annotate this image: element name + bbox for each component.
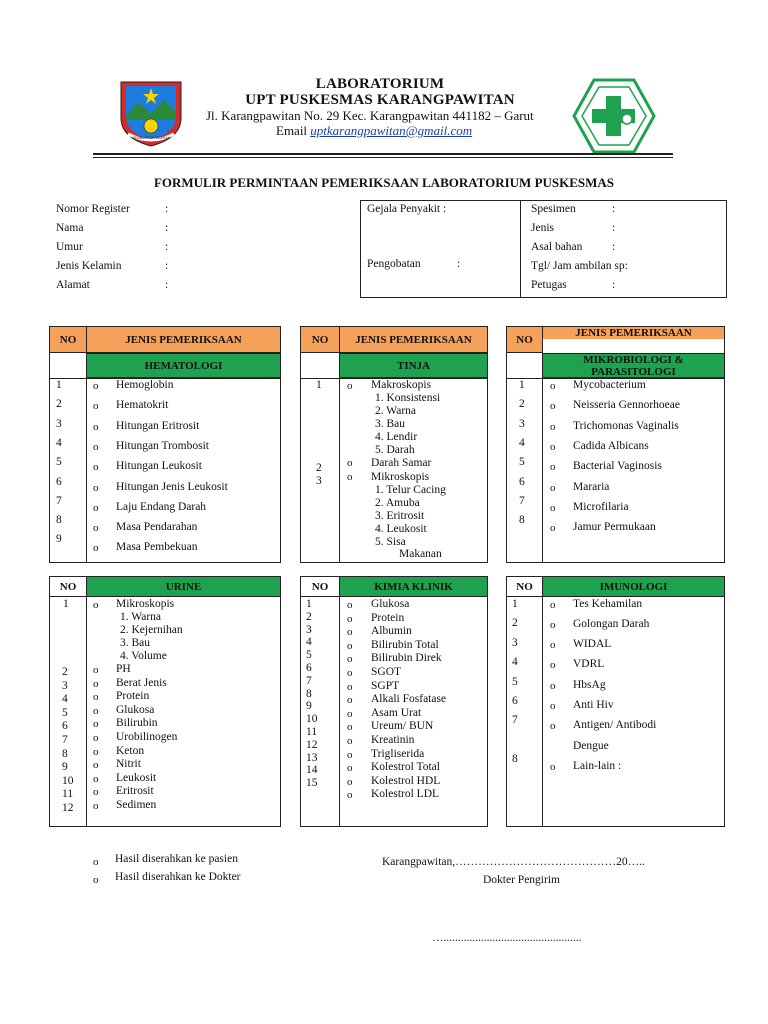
mikrobiologi-no: 8 — [519, 514, 525, 527]
hematologi-no: 5 — [56, 456, 62, 469]
col-divider — [542, 596, 543, 827]
hematologi-title: HEMATOLOGI — [86, 353, 281, 378]
col-border — [300, 353, 301, 378]
kimia-item: Kolestrol HDL — [371, 774, 441, 787]
header-divider-thin — [93, 157, 673, 158]
urine-sub: 3. Bau — [120, 637, 151, 649]
tinja-mikro-sub: 3. Eritrosit — [375, 510, 425, 522]
checkbox-bullet[interactable]: o — [347, 694, 353, 707]
checkbox-bullet[interactable]: o — [93, 501, 99, 514]
mikrobiologi-item: Neisseria Gennorhoeae — [573, 399, 680, 412]
kimia-no: 1 — [306, 598, 312, 610]
tinja-makroskopis: Makroskopis — [371, 379, 432, 391]
header-line2: UPT PUSKESMAS KARANGPAWITAN — [245, 92, 515, 108]
imunologi-item: VDRL — [573, 658, 605, 670]
imunologi-no: 1 — [512, 598, 518, 610]
tinja-makro-sub: 5. Darah — [375, 444, 415, 456]
hematologi-item: Hemoglobin — [116, 379, 174, 391]
tinja-mikroskopis: Mikroskopis — [371, 471, 430, 483]
petugas-label: Petugas — [531, 279, 567, 291]
header-gap — [542, 339, 725, 353]
colon: : — [612, 279, 616, 291]
imunologi-item: Anti Hiv — [573, 699, 614, 711]
mikrobiologi-no: 1 — [519, 379, 525, 391]
kimia-item: Bilirubin Direk — [371, 652, 442, 665]
col-no-header: NO — [506, 576, 543, 597]
checkbox-bullet[interactable]: o — [347, 380, 353, 392]
tinja-no-1: 1 — [316, 379, 322, 391]
mikrobiologi-no: 5 — [519, 456, 525, 469]
kimia-item: SGOT — [371, 666, 402, 678]
checkbox-bullet[interactable]: o — [347, 721, 353, 734]
imunologi-no: 6 — [512, 695, 518, 707]
checkbox-bullet[interactable]: o — [550, 461, 556, 474]
imunologi-item: Lain-lain : — [573, 760, 622, 772]
colon: : — [165, 241, 169, 253]
col-divider — [542, 353, 543, 563]
kimia-no: 2 — [306, 610, 312, 623]
header-divider — [93, 153, 673, 155]
checkbox-bullet[interactable]: o — [93, 691, 99, 704]
jenis-label: Jenis — [531, 222, 554, 234]
kimia-item: SGPT — [371, 679, 400, 692]
hematologi-item: Hematokrit — [116, 399, 169, 412]
tinja-makro-sub: 2. Warna — [375, 405, 417, 417]
checkbox-bullet[interactable]: o — [550, 680, 556, 692]
kimia-no: 4 — [306, 636, 312, 649]
col-no-header: NO — [300, 326, 340, 353]
col-border — [49, 353, 50, 378]
urine-item: Urobilinogen — [116, 731, 178, 743]
kimia-no: 15 — [306, 777, 318, 790]
checkbox-bullet[interactable]: o — [347, 789, 353, 802]
option-hasil-pasien: Hasil diserahkan ke pasien — [115, 853, 238, 865]
colon: : — [165, 279, 169, 291]
kimia-no: 7 — [306, 674, 312, 687]
checkbox-bullet[interactable]: o — [347, 680, 353, 693]
hematologi-item: Laju Endang Darah — [116, 500, 207, 513]
urine-no: 7 — [62, 734, 68, 746]
checkbox-bullet[interactable]: o — [93, 522, 99, 535]
checkbox-bullet[interactable]: o — [550, 761, 556, 773]
tinja-title: TINJA — [339, 353, 488, 378]
tinja-makro-sub: 4. Lendir — [375, 431, 418, 443]
urine-no: 12 — [62, 802, 74, 814]
header-address: Jl. Karangpawitan No. 29 Kec. Karangpawitan 441182 – Garut — [206, 108, 534, 123]
imunologi-title: IMUNOLOGI — [542, 576, 725, 597]
tinja-makanan: Makanan — [399, 548, 442, 560]
urine-item: Sedimen — [116, 799, 157, 811]
checkbox-bullet[interactable]: o — [550, 380, 556, 392]
checkbox-bullet[interactable]: o — [93, 599, 99, 611]
col-divider — [339, 596, 340, 827]
colon: : — [457, 258, 461, 270]
col-jenis-header: JENIS PEMERIKSAAN — [542, 326, 725, 340]
kimia-no: 11 — [306, 726, 318, 738]
checkbox-bullet[interactable]: o — [347, 667, 353, 679]
tinja-no-3: 3 — [316, 475, 322, 487]
urine-no: 4 — [62, 693, 68, 706]
hematologi-item: Hitungan Trombosit — [116, 439, 209, 452]
imunologi-item: HbsAg — [573, 679, 606, 691]
checkbox-bullet[interactable]: o — [93, 874, 99, 886]
mikrobiologi-no: 2 — [519, 398, 525, 411]
checkbox-bullet[interactable]: o — [550, 481, 556, 494]
mikrobiologi-no: 6 — [519, 475, 525, 488]
urine-no: 2 — [62, 666, 68, 678]
checkbox-bullet[interactable]: o — [347, 639, 353, 652]
mikrobiologi-item: Bacterial Vaginosis — [573, 460, 662, 473]
kimia-item: Ureum/ BUN — [371, 720, 434, 733]
imunologi-no: 4 — [512, 656, 518, 668]
checkbox-bullet[interactable]: o — [347, 735, 353, 747]
kimia-no: 5 — [306, 649, 312, 662]
imunologi-no: 2 — [512, 617, 518, 629]
kimia-item: Kreatinin — [371, 734, 415, 746]
urine-item: Protein — [116, 690, 150, 703]
checkbox-bullet[interactable]: o — [347, 626, 353, 639]
checkbox-bullet[interactable]: o — [93, 400, 99, 413]
urine-item: Leukosit — [116, 771, 157, 784]
urine-sub: 4. Volume — [120, 650, 167, 662]
checkbox-bullet[interactable]: o — [93, 380, 99, 392]
district-logo — [118, 76, 184, 148]
col-divider — [339, 353, 340, 563]
checkbox-bullet[interactable]: o — [93, 704, 99, 717]
checkbox-bullet[interactable]: o — [550, 599, 556, 611]
hematologi-no: 1 — [56, 379, 62, 391]
option-hasil-dokter: Hasil diserahkan ke Dokter — [115, 871, 241, 883]
mikrobiologi-item: Microfilaria — [573, 500, 629, 513]
urine-item: Berat Jenis — [116, 676, 167, 689]
kimia-item: Kolestrol Total — [371, 761, 440, 774]
header-email-row — [276, 123, 472, 139]
imunologi-item: Tes Kehamilan — [573, 598, 643, 610]
kimia-no: 14 — [306, 764, 318, 777]
checkbox-bullet[interactable]: o — [550, 619, 556, 631]
checkbox-bullet[interactable]: o — [93, 677, 99, 690]
box-divider — [520, 200, 521, 298]
checkbox-bullet[interactable]: o — [347, 707, 353, 720]
kimia-no: 3 — [306, 623, 312, 636]
header-line1: LABORATORIUM — [315, 76, 445, 92]
field-alamat: Alamat — [56, 279, 90, 291]
checkbox-bullet[interactable]: o — [550, 420, 556, 433]
colon: : — [165, 222, 169, 234]
imunologi-no: 5 — [512, 676, 518, 688]
hematologi-item: Masa Pendarahan — [116, 521, 198, 534]
kimia-item: Asam Urat — [371, 706, 422, 719]
urine-no: 9 — [62, 761, 68, 774]
checkbox-bullet[interactable]: o — [93, 856, 99, 868]
kimia-no: 13 — [306, 751, 318, 764]
kimia-item: Albumin — [371, 625, 412, 638]
col-no-header: NO — [49, 326, 87, 353]
urine-no: 8 — [62, 747, 68, 760]
field-umur: Umur — [56, 241, 83, 253]
imunologi-item: Dengue — [573, 740, 609, 752]
spesimen-label: Spesimen — [531, 203, 576, 215]
checkbox-bullet[interactable]: o — [93, 542, 99, 555]
tinja-no-2: 2 — [316, 462, 322, 474]
colon: : — [165, 260, 169, 272]
hematologi-no: 2 — [56, 398, 62, 411]
hematologi-item: Hitungan Eritrosit — [116, 419, 200, 432]
urine-no: 3 — [62, 679, 68, 692]
tgl-jam-label: Tgl/ Jam ambilan sp: — [531, 260, 628, 272]
col-no-header: NO — [506, 326, 543, 353]
checkbox-bullet[interactable]: o — [550, 501, 556, 514]
dokter-pengirim: Dokter Pengirim — [483, 874, 560, 886]
kimia-item: Bilirubin Total — [371, 638, 439, 651]
kimia-item: Alkali Fosfatase — [371, 693, 447, 706]
kimia-item: Glukosa — [371, 598, 410, 610]
checkbox-bullet[interactable]: o — [93, 718, 99, 731]
kimia-no: 8 — [306, 687, 312, 700]
imunologi-item: WIDAL — [573, 638, 612, 650]
checkbox-bullet[interactable]: o — [93, 420, 99, 433]
col-jenis-header: JENIS PEMERIKSAAN — [339, 326, 488, 353]
colon: : — [612, 241, 616, 253]
mikrobiologi-no: 7 — [519, 494, 525, 507]
hematologi-item: Hitungan Jenis Leukosit — [116, 480, 228, 493]
checkbox-bullet[interactable]: o — [550, 440, 556, 453]
urine-no: 6 — [62, 720, 68, 733]
hematologi-no: 7 — [56, 494, 62, 507]
checkbox-bullet[interactable]: o — [347, 762, 353, 775]
email-label: Email — [276, 123, 308, 138]
checkbox-bullet[interactable]: o — [93, 772, 99, 785]
urine-no: 5 — [62, 706, 68, 719]
signature-line: …................................................ — [432, 932, 582, 944]
urine-item: Bilirubin — [116, 717, 158, 730]
hematologi-no: 8 — [56, 514, 62, 527]
mikrobiologi-no: 4 — [519, 436, 525, 449]
urine-item: PH — [116, 663, 131, 675]
kimia-title: KIMIA KLINIK — [339, 576, 488, 597]
urine-mikroskopis: Mikroskopis — [116, 598, 175, 610]
colon: : — [612, 222, 616, 234]
checkbox-bullet[interactable]: o — [347, 599, 353, 611]
tinja-mikro-sub: 5. Sisa — [375, 536, 406, 548]
gejala-penyakit-label: Gejala Penyakit : — [367, 203, 447, 215]
svg-text:MEMBANGUN DAERAH: MEMBANGUN DAERAH — [131, 136, 171, 140]
urine-item: Keton — [116, 744, 145, 757]
tinja-makro-sub: 1. Konsistensi — [375, 392, 441, 404]
checkbox-bullet[interactable]: o — [93, 745, 99, 758]
urine-item: Eritrosit — [116, 785, 154, 798]
checkbox-bullet[interactable]: o — [93, 440, 99, 453]
checkbox-bullet[interactable]: o — [347, 775, 353, 788]
checkbox-bullet[interactable]: o — [347, 653, 353, 666]
col-divider — [86, 353, 87, 563]
col-border — [506, 353, 507, 378]
hematologi-no: 4 — [56, 436, 62, 449]
imunologi-item: Golongan Darah — [573, 618, 650, 630]
kimia-no: 10 — [306, 713, 318, 726]
urine-no: 11 — [62, 788, 74, 801]
puskesmas-logo — [572, 78, 656, 154]
form-title: FORMULIR PERMINTAAN PEMERIKSAAN LABORATORIUM PUSKESMAS — [153, 175, 615, 190]
kimia-item: Trigliserida — [371, 747, 425, 760]
checkbox-bullet[interactable]: o — [93, 461, 99, 474]
col-jenis-header: JENIS PEMERIKSAAN — [86, 326, 281, 353]
checkbox-bullet[interactable]: o — [347, 612, 353, 625]
hematologi-item: Hitungan Leukosit — [116, 460, 202, 473]
checkbox-bullet[interactable]: o — [93, 786, 99, 799]
colon: : — [612, 203, 616, 215]
hematologi-no: 3 — [56, 417, 62, 430]
mikrobiologi-item: Jamur Permukaan — [573, 521, 656, 534]
kimia-no: 12 — [306, 738, 318, 751]
checkbox-bullet[interactable]: o — [550, 720, 556, 732]
urine-item: Nitrit — [116, 758, 141, 771]
kimia-item: Kolestrol LDL — [371, 788, 440, 801]
checkbox-bullet[interactable]: o — [550, 639, 556, 651]
checkbox-bullet[interactable]: o — [550, 700, 556, 712]
checkbox-bullet[interactable]: o — [93, 759, 99, 772]
urine-no: 10 — [62, 774, 74, 787]
place-date: Karangpawitan,……………………………………20….. — [382, 856, 645, 868]
col-divider — [86, 596, 87, 827]
urine-sub: 2. Kejernihan — [120, 624, 183, 636]
imunologi-item: Antigen/ Antibodi — [573, 719, 657, 731]
colon: : — [165, 203, 169, 215]
mikrobiologi-item: Cadida Albicans — [573, 439, 649, 452]
imunologi-no: 3 — [512, 637, 518, 649]
urine-title: URINE — [86, 576, 281, 597]
urine-no: 1 — [63, 598, 69, 610]
kimia-no: 6 — [306, 662, 312, 674]
checkbox-bullet[interactable]: o — [93, 664, 99, 676]
mikrobiologi-title: MIKROBIOLOGI & PARASITOLOGI — [542, 353, 725, 378]
kimia-item: Protein — [371, 611, 405, 624]
checkbox-bullet[interactable]: o — [347, 457, 353, 469]
kimia-no: 9 — [306, 700, 312, 713]
imunologi-body — [506, 596, 725, 827]
checkbox-bullet[interactable]: o — [347, 748, 353, 761]
mikrobiologi-item: Mararia — [573, 480, 610, 493]
asal-bahan-label: Asal bahan — [531, 241, 583, 253]
imunologi-no: 8 — [512, 753, 518, 765]
field-jenis-kelamin: Jenis Kelamin — [56, 260, 122, 272]
col-no-header: NO — [49, 576, 87, 597]
tinja-darah-samar: Darah Samar — [371, 457, 432, 469]
checkbox-bullet[interactable]: o — [550, 522, 556, 535]
tinja-mikro-sub: 4. Leukosit — [375, 523, 427, 535]
mikrobiologi-item: Mycobacterium — [573, 379, 646, 391]
urine-sub: 1. Warna — [120, 611, 162, 623]
tinja-makro-sub: 3. Bau — [375, 418, 406, 430]
field-nama: Nama — [56, 222, 84, 234]
col-no-header: NO — [300, 576, 340, 597]
email-link[interactable]: uptkarangpawitan@gmail.com — [310, 123, 473, 138]
checkbox-bullet[interactable]: o — [93, 800, 99, 812]
checkbox-bullet[interactable]: o — [550, 400, 556, 413]
checkbox-bullet[interactable]: o — [347, 471, 353, 483]
checkbox-bullet[interactable]: o — [93, 481, 99, 494]
mikrobiologi-item: Trichomonas Vaginalis — [573, 419, 679, 432]
checkbox-bullet[interactable]: o — [93, 732, 99, 744]
urine-item: Glukosa — [116, 703, 155, 716]
hematologi-no: 6 — [56, 475, 62, 488]
tinja-mikro-sub: 1. Telur Cacing — [375, 484, 446, 496]
hematologi-no: 9 — [56, 533, 62, 546]
tinja-mikro-sub: 2. Amuba — [375, 497, 420, 509]
mikrobiologi-no: 3 — [519, 417, 525, 430]
imunologi-no: 7 — [512, 714, 518, 726]
checkbox-bullet[interactable]: o — [550, 659, 556, 671]
hematologi-item: Masa Pembekuan — [116, 541, 198, 554]
field-nomor-register: Nomor Register — [56, 203, 130, 215]
pengobatan-label: Pengobatan — [367, 258, 421, 270]
